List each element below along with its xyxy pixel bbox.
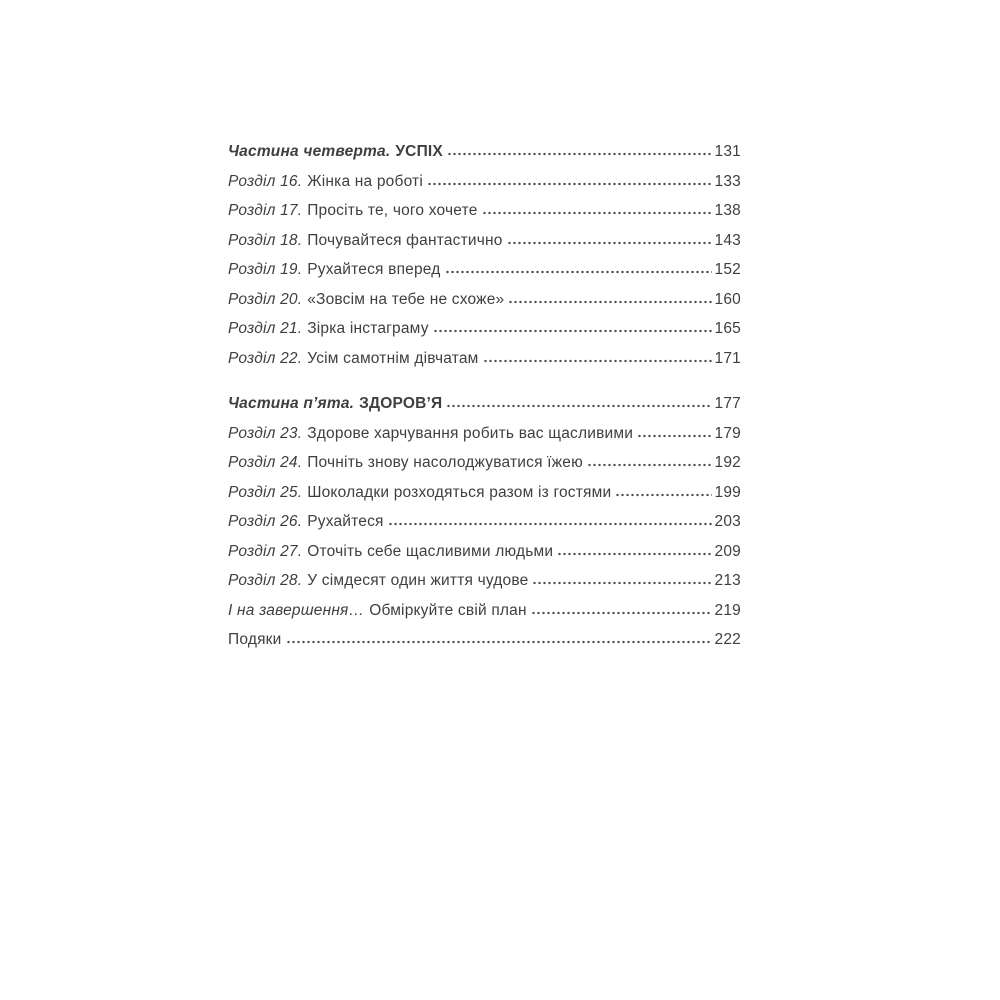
toc-part-prefix: Частина п’ята. [228,395,355,412]
toc-page-number: 203 [714,513,741,530]
toc-page-number: 213 [714,572,741,589]
toc-row-chapter [228,174,741,191]
toc-row-part [228,396,741,413]
dot-leader [433,329,712,333]
toc-page-number: 143 [714,231,741,249]
toc-chapter-prefix: Розділ 19. [228,261,303,278]
toc-row-chapter [228,573,741,590]
toc-row-chapter [228,544,741,561]
toc-row-chapter [228,514,741,531]
toc-page-number: 219 [714,601,741,619]
toc-chapter-prefix: Розділ 16. [228,172,303,190]
dot-leader [286,640,712,644]
dot-leader [445,270,712,274]
toc-chapter-prefix: Розділ 22. [228,349,303,367]
toc-chapter-prefix: Розділ 25. [228,483,303,501]
toc-outro-title: Обміркуйте свій план [369,601,527,619]
toc-row-chapter [228,485,741,502]
toc-chapter-title: Жінка на роботі [307,172,423,190]
toc-page-number: 199 [714,483,741,501]
toc-page-number: 133 [714,172,741,190]
toc-page-number: 177 [714,395,741,412]
toc-row-chapter [228,351,741,368]
toc-row-chapter [228,321,741,338]
dot-leader [557,552,711,556]
toc-chapter-title: Просіть те, чого хочете [307,202,478,219]
toc-chapter-prefix: Розділ 24. [228,454,303,471]
toc-row-plain [228,632,741,649]
toc-page-number: 171 [714,349,741,367]
toc-chapter-title: Усім самотнім дівчатам [307,349,479,367]
toc-chapter-title: «Зовсім на тебе не схоже» [307,290,505,308]
toc-plain-title: Подяки [228,631,282,648]
toc-chapter-prefix: Розділ 23. [228,424,303,442]
toc-page-number: 160 [714,290,741,308]
toc-chapter-prefix: Розділ 27. [228,542,303,560]
dot-leader [587,463,712,467]
toc-chapter-prefix: Розділ 17. [228,202,303,219]
toc-page-number: 152 [714,261,741,278]
dot-leader [427,182,712,186]
toc-chapter-title: Почувайтеся фантастично [307,231,503,249]
dot-leader [615,493,711,497]
toc-chapter-title: Почніть знову насолоджуватися їжею [307,454,583,471]
toc-page-number: 192 [714,454,741,471]
toc-chapter-title: Зірка інстаграму [307,320,429,337]
toc-page-number: 131 [714,143,741,160]
toc-part-title: УСПІХ [395,143,443,160]
toc-chapter-title: Рухайтеся [307,513,384,530]
dot-leader [446,404,711,408]
dot-leader [482,211,712,215]
toc-page-number: 138 [714,202,741,219]
toc-page-number: 165 [714,320,741,337]
toc-row-chapter [228,233,741,250]
toc-row-outro [228,603,741,620]
toc-chapter-title: Рухайтеся вперед [307,261,441,278]
toc-row-chapter [228,203,741,220]
toc-row-part [228,144,741,161]
toc-chapter-title: У сімдесят один життя чудове [307,572,529,589]
toc-page-number: 179 [714,424,741,442]
dot-leader [447,152,712,156]
toc-chapter-prefix: Розділ 26. [228,513,303,530]
toc-part-title: ЗДОРОВ’Я [359,395,443,412]
toc-outro-prefix: І на завершення… [228,601,365,619]
toc-row-chapter [228,455,741,472]
toc-part-prefix: Частина четверта. [228,143,391,160]
dot-leader [508,300,711,304]
dot-leader [532,581,711,585]
dot-leader [531,611,712,615]
toc-chapter-title: Здорове харчування робить вас щасливими [307,424,634,442]
toc-row-chapter [228,426,741,443]
toc-chapter-prefix: Розділ 21. [228,320,303,337]
dot-leader [483,359,712,363]
toc-row-chapter [228,292,741,309]
toc-chapter-title: Шоколадки розходяться разом із гостями [307,483,612,501]
toc-chapter-title: Оточіть себе щасливими людьми [307,542,554,560]
toc-chapter-prefix: Розділ 28. [228,572,303,589]
toc-page-number: 222 [714,631,741,648]
dot-leader [637,434,711,438]
toc-chapter-prefix: Розділ 20. [228,290,303,308]
toc-list [228,144,741,662]
toc-row-chapter [228,262,741,279]
toc-page-number: 209 [714,542,741,560]
dot-leader [507,241,712,245]
toc-chapter-prefix: Розділ 18. [228,231,303,249]
dot-leader [388,522,712,526]
